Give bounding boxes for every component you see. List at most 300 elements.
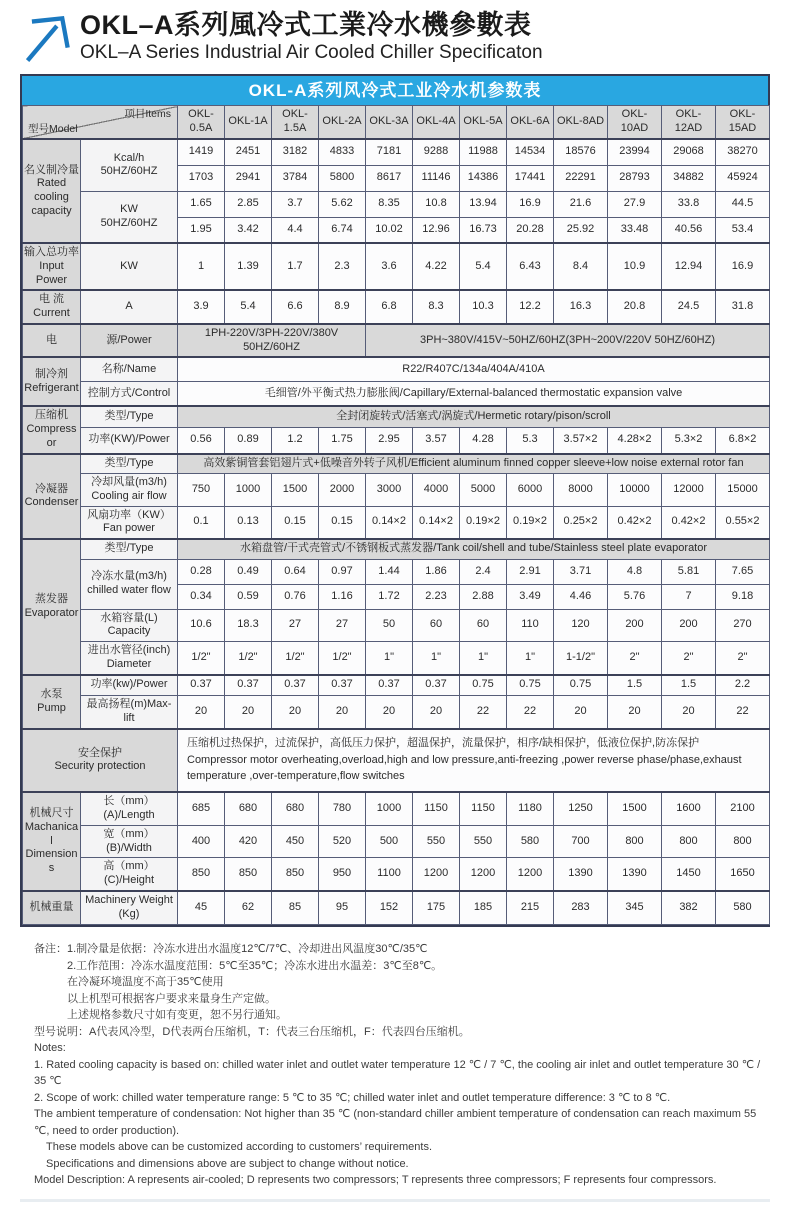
item-label-cell: 功率(kw)/Power (81, 675, 178, 696)
value-cell: 680 (225, 792, 272, 825)
value-cell: 0.97 (319, 559, 366, 584)
note-line: The ambient temperature of condensation: Not higher than 35 ℃ (non-standard chiller ambient temperature of condensation can reach maximum 55 ℃, need to order production). (34, 1108, 757, 1137)
note-line: 型号说明：A代表风冷型，D代表两台压缩机，T：代表三台压缩机，F：代表四台压缩机。 (34, 1025, 470, 1038)
item-label-cell: 宽（mm）(B)/Width (81, 825, 178, 858)
value-cell: 20 (608, 696, 662, 729)
corner-cell (23, 106, 178, 140)
value-cell: 40.56 (662, 217, 716, 243)
value-cell: 5.76 (608, 584, 662, 609)
merged-value-cell: 高效紫铜管套铝翅片式+低噪音外转子风机/Efficient aluminum finned copper sleeve+low noise external rotor fan (178, 454, 770, 474)
value-cell: 580 (716, 891, 770, 925)
value-cell: 10.8 (413, 191, 460, 217)
value-cell: 18.3 (225, 609, 272, 642)
corner-items-label: 项目Items (124, 108, 171, 120)
value-cell: 6000 (507, 474, 554, 507)
value-cell: 0.59 (225, 584, 272, 609)
table-row (23, 454, 770, 474)
value-cell: 1650 (716, 858, 770, 891)
spec-table (20, 74, 770, 927)
table-row (23, 696, 770, 729)
value-cell: 1390 (554, 858, 608, 891)
model-header-cell: OKL-10AD (608, 106, 662, 140)
row-label-cell: 压缩机 Compressor (23, 406, 81, 453)
value-cell: 175 (413, 891, 460, 925)
value-cell: 2.23 (413, 584, 460, 609)
value-cell: 5800 (319, 165, 366, 191)
value-cell: 7 (662, 584, 716, 609)
value-cell: 110 (507, 609, 554, 642)
value-cell: 60 (413, 609, 460, 642)
value-cell: 6.43 (507, 243, 554, 290)
model-header-row (23, 106, 770, 140)
value-cell: 6.74 (319, 217, 366, 243)
model-header-cell: OKL-0.5A (178, 106, 225, 140)
value-cell: 10.3 (460, 290, 507, 324)
note-line: 2. Scope of work: chilled water temperature range: 5 ℃ to 35 ℃; chilled water inlet and outlet temperature difference: 3 ℃ to 8 ℃. (34, 1091, 671, 1104)
value-cell: 27 (272, 609, 319, 642)
value-cell: 2000 (319, 474, 366, 507)
value-cell: 0.14×2 (366, 506, 413, 539)
model-header-cell: OKL-1.5A (272, 106, 319, 140)
value-cell: 0.13 (225, 506, 272, 539)
value-cell: 0.25×2 (554, 506, 608, 539)
value-cell: 85 (272, 891, 319, 925)
value-cell: 22 (507, 696, 554, 729)
value-cell: 5.3 (507, 427, 554, 453)
value-cell: 4.22 (413, 243, 460, 290)
value-cell: 2" (662, 642, 716, 675)
merged-value-cell: 毛细管/外平衡式热力膨胀阀/Capillary/External-balanced thermostatic expansion valve (178, 381, 770, 406)
value-cell: 0.37 (413, 675, 460, 696)
item-label-cell: Machinery Weight (Kg) (81, 891, 178, 925)
value-cell: 0.37 (319, 675, 366, 696)
note-line: 以上机型可根据客户要求来量身生产定做。 (67, 992, 276, 1005)
model-header-cell: OKL-5A (460, 106, 507, 140)
value-cell: 5.4 (225, 290, 272, 324)
value-cell: 1703 (178, 165, 225, 191)
value-cell: 800 (662, 825, 716, 858)
item-label-cell: 名称/Name (81, 357, 178, 381)
merged-value-cell: 3PH~380V/415V~50HZ/60HZ(3PH~200V/220V 50HZ/60HZ) (366, 324, 770, 358)
value-cell: 1.5 (608, 675, 662, 696)
value-cell: 520 (319, 825, 366, 858)
value-cell: 850 (178, 858, 225, 891)
item-label-cell: 风扇功率（KW） Fan power (81, 506, 178, 539)
table-row (23, 539, 770, 559)
value-cell: 9.18 (716, 584, 770, 609)
notes-en (34, 1040, 770, 1189)
table-row (23, 243, 770, 290)
merged-value-cell: R22/R407C/134a/404A/410A (178, 357, 770, 381)
value-cell: 0.75 (460, 675, 507, 696)
table-row (23, 675, 770, 696)
table-row (23, 290, 770, 324)
model-header-cell: OKL-1A (225, 106, 272, 140)
value-cell: 550 (413, 825, 460, 858)
value-cell: 1" (507, 642, 554, 675)
value-cell: 8617 (366, 165, 413, 191)
value-cell: 1100 (366, 858, 413, 891)
value-cell: 50 (366, 609, 413, 642)
value-cell: 18576 (554, 139, 608, 165)
value-cell: 3.7 (272, 191, 319, 217)
row-label-cell: 制冷剂 Refrigerant (23, 357, 81, 406)
table-row (23, 792, 770, 825)
bottom-divider (20, 1199, 770, 1202)
value-cell: 14386 (460, 165, 507, 191)
value-cell: 1250 (554, 792, 608, 825)
value-cell: 200 (608, 609, 662, 642)
value-cell: 185 (460, 891, 507, 925)
value-cell: 1.5 (662, 675, 716, 696)
merged-value-cell: 水箱盘管/干式壳管式/不锈钢板式蒸发器/Tank coil/shell and tube/Stainless steel plate evaporator (178, 539, 770, 559)
merged-value-cell: 1PH-220V/3PH-220V/380V 50HZ/60HZ (178, 324, 366, 358)
value-cell: 2.85 (225, 191, 272, 217)
value-cell: 1" (413, 642, 460, 675)
table-row (23, 825, 770, 858)
value-cell: 1/2" (178, 642, 225, 675)
value-cell: 1.2 (272, 427, 319, 453)
table-row (23, 858, 770, 891)
item-label-cell: 功率(KW)/Power (81, 427, 178, 453)
value-cell: 5.3×2 (662, 427, 716, 453)
note-line: These models above can be customized according to customers’ requirements. (46, 1141, 433, 1154)
value-cell: 200 (662, 609, 716, 642)
value-cell: 1150 (413, 792, 460, 825)
value-cell: 950 (319, 858, 366, 891)
arrow-up-right-icon (20, 14, 72, 66)
value-cell: 1.86 (413, 559, 460, 584)
item-label-cell: 最高扬程(m)Max-lift (81, 696, 178, 729)
value-cell: 44.5 (716, 191, 770, 217)
merged-value-cell: 全封闭旋转式/活塞式/涡旋式/Hermetic rotary/pison/scroll (178, 406, 770, 427)
value-cell: 4.28 (460, 427, 507, 453)
value-cell: 2.4 (460, 559, 507, 584)
value-cell: 345 (608, 891, 662, 925)
value-cell: 1000 (366, 792, 413, 825)
value-cell: 17441 (507, 165, 554, 191)
value-cell: 1/2" (225, 642, 272, 675)
value-cell: 12.96 (413, 217, 460, 243)
model-header-cell: OKL-15AD (716, 106, 770, 140)
value-cell: 0.14×2 (413, 506, 460, 539)
value-cell: 7.65 (716, 559, 770, 584)
value-cell: 10000 (608, 474, 662, 507)
value-cell: 24.5 (662, 290, 716, 324)
value-cell: 0.19×2 (460, 506, 507, 539)
value-cell: 0.49 (225, 559, 272, 584)
value-cell: 4833 (319, 139, 366, 165)
table-row (23, 609, 770, 642)
note-line: 2.工作范围：冷冻水温度范围：5℃至35℃；冷冻水进出水温差：3℃至8℃。 (67, 959, 443, 972)
value-cell: 0.42×2 (662, 506, 716, 539)
value-cell: 1.72 (366, 584, 413, 609)
page-title: OKL–A系列風冷式工業冷水機參數表 (80, 10, 532, 40)
value-cell: 1390 (608, 858, 662, 891)
value-cell: 20 (178, 696, 225, 729)
table-row (23, 357, 770, 381)
spec-grid (22, 105, 770, 925)
value-cell: 800 (608, 825, 662, 858)
item-label-cell: KW 50HZ/60HZ (81, 191, 178, 243)
value-cell: 95 (319, 891, 366, 925)
item-label-cell: 长（mm）(A)/Length (81, 792, 178, 825)
masthead (20, 6, 770, 74)
value-cell: 31.8 (716, 290, 770, 324)
item-label-cell: Kcal/h 50HZ/60HZ (81, 139, 178, 191)
value-cell: 1500 (272, 474, 319, 507)
value-cell: 3.57×2 (554, 427, 608, 453)
item-label-cell: 类型/Type (81, 454, 178, 474)
value-cell: 53.4 (716, 217, 770, 243)
value-cell: 27.9 (608, 191, 662, 217)
page-subtitle: OKL–A Series Industrial Air Cooled Chiller Specificaton (80, 42, 543, 64)
value-cell: 1450 (662, 858, 716, 891)
value-cell: 5.81 (662, 559, 716, 584)
value-cell: 1.39 (225, 243, 272, 290)
note-line: 在冷凝环境温度不高于35℃使用 (67, 976, 224, 989)
value-cell: 4.4 (272, 217, 319, 243)
value-cell: 22 (460, 696, 507, 729)
value-cell: 5.62 (319, 191, 366, 217)
value-cell: 382 (662, 891, 716, 925)
value-cell: 5000 (460, 474, 507, 507)
value-cell: 33.8 (662, 191, 716, 217)
value-cell: 0.34 (178, 584, 225, 609)
value-cell: 4.8 (608, 559, 662, 584)
note-line: 1. Rated cooling capacity is based on: chilled water inlet and outlet water temperature 12 ℃ / 7 ℃, the cooling air inlet and outlet temperature 30 ℃ / 35 ℃ (34, 1058, 761, 1088)
table-row (23, 406, 770, 427)
table-row (23, 139, 770, 165)
note-line: 上述规格参数尺寸如有变更，恕不另行通知。 (67, 1009, 287, 1022)
value-cell: 550 (460, 825, 507, 858)
row-label-cell: 蒸发器 Evaporator (23, 539, 81, 675)
value-cell: 1200 (413, 858, 460, 891)
value-cell: 10.6 (178, 609, 225, 642)
item-label-cell: 进出水管径(inch) Diameter (81, 642, 178, 675)
value-cell: 45924 (716, 165, 770, 191)
item-label-cell: 控制方式/Control (81, 381, 178, 406)
item-label-cell: 类型/Type (81, 539, 178, 559)
value-cell: 10.02 (366, 217, 413, 243)
value-cell: 8.4 (554, 243, 608, 290)
value-cell: 0.76 (272, 584, 319, 609)
value-cell: 14534 (507, 139, 554, 165)
value-cell: 1200 (507, 858, 554, 891)
notes-section (34, 941, 770, 1189)
table-row (23, 729, 770, 793)
item-label-cell: A (81, 290, 178, 324)
value-cell: 60 (460, 609, 507, 642)
value-cell: 1000 (225, 474, 272, 507)
value-cell: 8.35 (366, 191, 413, 217)
value-cell: 6.8×2 (716, 427, 770, 453)
value-cell: 12.94 (662, 243, 716, 290)
value-cell: 22291 (554, 165, 608, 191)
value-cell: 38270 (716, 139, 770, 165)
spec-table-body (23, 139, 770, 925)
value-cell: 20 (272, 696, 319, 729)
value-cell: 0.1 (178, 506, 225, 539)
value-cell: 2451 (225, 139, 272, 165)
value-cell: 20 (319, 696, 366, 729)
value-cell: 7181 (366, 139, 413, 165)
value-cell: 0.37 (366, 675, 413, 696)
table-row (23, 559, 770, 584)
value-cell: 0.19×2 (507, 506, 554, 539)
value-cell: 0.75 (554, 675, 608, 696)
value-cell: 20 (413, 696, 460, 729)
value-cell: 1500 (608, 792, 662, 825)
table-row (23, 642, 770, 675)
value-cell: 580 (507, 825, 554, 858)
value-cell: 3.71 (554, 559, 608, 584)
value-cell: 4.46 (554, 584, 608, 609)
table-row (23, 381, 770, 406)
value-cell: 4000 (413, 474, 460, 507)
value-cell: 1.44 (366, 559, 413, 584)
value-cell: 1.7 (272, 243, 319, 290)
value-cell: 500 (366, 825, 413, 858)
value-cell: 2100 (716, 792, 770, 825)
value-cell: 3.57 (413, 427, 460, 453)
table-banner: OKL-A系列风冷式工业冷水机参数表 (22, 76, 768, 105)
table-row (23, 506, 770, 539)
value-cell: 45 (178, 891, 225, 925)
value-cell: 16.3 (554, 290, 608, 324)
value-cell: 12000 (662, 474, 716, 507)
row-label-cell: 机械重量 (23, 891, 81, 925)
value-cell: 0.42×2 (608, 506, 662, 539)
value-cell: 1 (178, 243, 225, 290)
model-header-cell: OKL-4A (413, 106, 460, 140)
item-label-cell: 冷冻水量(m3/h) chilled water flow (81, 559, 178, 609)
value-cell: 800 (716, 825, 770, 858)
value-cell: 0.64 (272, 559, 319, 584)
value-cell: 0.37 (178, 675, 225, 696)
value-cell: 0.89 (225, 427, 272, 453)
value-cell: 0.55×2 (716, 506, 770, 539)
value-cell: 2.2 (716, 675, 770, 696)
value-cell: 28793 (608, 165, 662, 191)
value-cell: 270 (716, 609, 770, 642)
value-cell: 3182 (272, 139, 319, 165)
table-row (23, 427, 770, 453)
value-cell: 8.3 (413, 290, 460, 324)
row-label-cell: 电 流 Current (23, 290, 81, 324)
note-line: Specifications and dimensions above are subject to change without notice. (46, 1157, 409, 1170)
value-cell: 4.28×2 (608, 427, 662, 453)
value-cell: 3784 (272, 165, 319, 191)
value-cell: 20 (366, 696, 413, 729)
item-label-cell: 源/Power (81, 324, 178, 358)
value-cell: 20 (662, 696, 716, 729)
value-cell: 0.37 (272, 675, 319, 696)
value-cell: 685 (178, 792, 225, 825)
value-cell: 20 (554, 696, 608, 729)
value-cell: 1600 (662, 792, 716, 825)
table-row (23, 891, 770, 925)
value-cell: 2.88 (460, 584, 507, 609)
model-header-cell: OKL-6A (507, 106, 554, 140)
note-line: Notes: (34, 1042, 66, 1055)
value-cell: 750 (178, 474, 225, 507)
value-cell: 20.8 (608, 290, 662, 324)
corner-model-label: 型号Model (28, 122, 78, 135)
value-cell: 450 (272, 825, 319, 858)
value-cell: 2.91 (507, 559, 554, 584)
value-cell: 2.95 (366, 427, 413, 453)
table-row (23, 324, 770, 358)
value-cell: 10.9 (608, 243, 662, 290)
value-cell: 1" (366, 642, 413, 675)
value-cell: 1.16 (319, 584, 366, 609)
value-cell: 8000 (554, 474, 608, 507)
item-label-cell: KW (81, 243, 178, 290)
value-cell: 0.37 (225, 675, 272, 696)
value-cell: 120 (554, 609, 608, 642)
value-cell: 34882 (662, 165, 716, 191)
value-cell: 62 (225, 891, 272, 925)
value-cell: 2" (608, 642, 662, 675)
value-cell: 680 (272, 792, 319, 825)
value-cell: 11146 (413, 165, 460, 191)
value-cell: 0.56 (178, 427, 225, 453)
value-cell: 780 (319, 792, 366, 825)
value-cell: 29068 (662, 139, 716, 165)
model-header-cell: OKL-8AD (554, 106, 608, 140)
value-cell: 8.9 (319, 290, 366, 324)
row-label-cell: 输入总功率 Input Power (23, 243, 81, 290)
value-cell: 1.75 (319, 427, 366, 453)
value-cell: 420 (225, 825, 272, 858)
value-cell: 22 (716, 696, 770, 729)
value-cell: 3.42 (225, 217, 272, 243)
value-cell: 215 (507, 891, 554, 925)
value-cell: 1180 (507, 792, 554, 825)
value-cell: 33.48 (608, 217, 662, 243)
value-cell: 3000 (366, 474, 413, 507)
value-cell: 0.28 (178, 559, 225, 584)
value-cell: 3.49 (507, 584, 554, 609)
value-cell: 1200 (460, 858, 507, 891)
row-label-cell: 水泵 Pump (23, 675, 81, 729)
value-cell: 15000 (716, 474, 770, 507)
value-cell: 16.73 (460, 217, 507, 243)
value-cell: 6.8 (366, 290, 413, 324)
value-cell: 13.94 (460, 191, 507, 217)
value-cell: 3.6 (366, 243, 413, 290)
row-label-cell: 电 (23, 324, 81, 358)
value-cell: 1.65 (178, 191, 225, 217)
table-row (23, 191, 770, 217)
value-cell: 2" (716, 642, 770, 675)
value-cell: 16.9 (716, 243, 770, 290)
value-cell: 0.15 (319, 506, 366, 539)
value-cell: 27 (319, 609, 366, 642)
model-header-cell: OKL-3A (366, 106, 413, 140)
item-label-cell: 水箱容量(L) Capacity (81, 609, 178, 642)
value-cell: 0.75 (507, 675, 554, 696)
table-row (23, 474, 770, 507)
note-line: Model Description: A represents air-cooled; D represents two compressors; T represents three compressors; F represents four compressors. (34, 1174, 717, 1187)
value-cell: 700 (554, 825, 608, 858)
title-block (80, 10, 543, 65)
value-cell: 23994 (608, 139, 662, 165)
merged-value-cell: 压缩机过热保护，过流保护，高低压力保护，超温保护，流量保护，相序/缺相保护，低液位保护,防冻保护 Compressor motor overheating,overload,high and low pressure,anti-freezing ,power reverse phase/phase,exhaust temperature ,over-temperature,flow switches (178, 729, 770, 793)
value-cell: 1" (460, 642, 507, 675)
value-cell: 1/2" (319, 642, 366, 675)
